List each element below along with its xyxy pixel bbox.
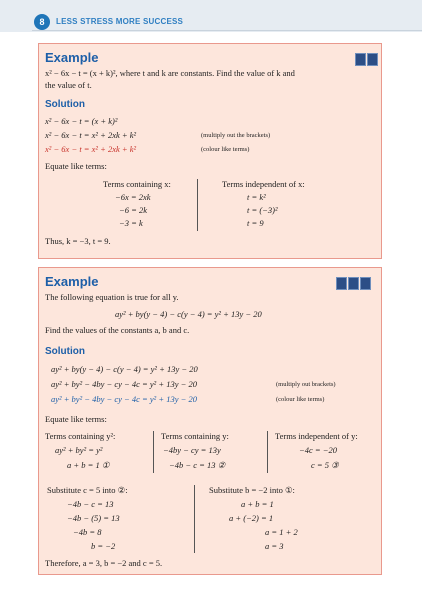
example-1-right-line-1: t = k² (247, 192, 266, 202)
example-2-solution-label: Solution (45, 346, 85, 357)
example-2-sub-right-line-4: a = 3 (265, 541, 284, 551)
page-header (0, 0, 422, 32)
example-2-col-2-line-2: −4b − c = 13 ② (169, 460, 226, 470)
example-2-col-1-line-1: ay² + by² = y² (55, 445, 103, 455)
header-title: LESS STRESS MORE SUCCESS (56, 17, 184, 26)
example-2-col-2-line-1: −4by − cy = 13y (163, 445, 221, 455)
example-2-col-3-line-2: c = 5 ③ (311, 460, 339, 470)
example-1-left-line-1: −6x = 2xk (115, 192, 151, 202)
example-2-sub-left-line-3: −4b = 8 (73, 527, 102, 537)
example-2-step-3-note: (colour like terms) (276, 396, 325, 403)
example-2-intro: The following equation is true for all y. (45, 292, 179, 302)
example-1-solution-label: Solution (45, 99, 85, 110)
calculator-icon (336, 277, 371, 290)
example-2-conclusion: Therefore, a = 3, b = −2 and c = 5. (45, 558, 163, 568)
example-2-sub-right-line-1: a + b = 1 (241, 499, 274, 509)
example-1-box (38, 43, 382, 259)
example-2-title: Example (45, 274, 99, 289)
example-1-step-3: x² − 6x − t = x² + 2xk + k² (45, 144, 137, 154)
example-2-sub-right-line-2: a + (−2) = 1 (229, 513, 274, 523)
example-1-title: Example (45, 50, 99, 65)
example-2-sub-right-heading: Substitute b = −2 into ①: (209, 485, 295, 495)
example-2-column-divider-2 (267, 431, 268, 473)
example-1-right-heading: Terms independent of x: (222, 179, 305, 189)
example-2-col-2-heading: Terms containing y: (161, 431, 229, 441)
example-1-equate: Equate like terms: (45, 161, 107, 171)
example-2-sub-right-line-3: a = 1 + 2 (265, 527, 298, 537)
example-1-conclusion: Thus, k = −3, t = 9. (45, 236, 111, 246)
example-1-left-line-2: −6 = 2k (119, 205, 147, 215)
example-2-step-1: ay² + by(y − 4) − c(y − 4) = y² + 13y − 20 (51, 364, 198, 374)
example-2-box (38, 267, 382, 575)
example-1-question-line-1: x² − 6x − t = (x + k)², where t and k are constants. Find the value of k and (45, 68, 295, 78)
example-2-col-1-line-2: a + b = 1 ① (67, 460, 110, 470)
example-2-sub-left-line-2: −4b − (5) = 13 (67, 513, 120, 523)
example-1-column-divider (197, 179, 198, 231)
example-2-col-1-heading: Terms containing y²: (45, 431, 116, 441)
example-2-col-3-heading: Terms independent of y: (275, 431, 358, 441)
header-rule (32, 30, 422, 31)
example-2-column-divider-1 (153, 431, 154, 473)
example-2-equation: ay² + by(y − 4) − c(y − 4) = y² + 13y − 20 (115, 309, 262, 319)
example-1-step-1: x² − 6x − t = (x + k)² (45, 116, 118, 126)
example-2-sub-left-line-4: b = −2 (91, 541, 116, 551)
calculator-icon (355, 53, 378, 66)
example-2-step-2-note: (multiply out brackets) (276, 381, 336, 388)
example-2-sub-left-line-1: −4b − c = 13 (67, 499, 114, 509)
example-1-right-line-3: t = 9 (247, 218, 264, 228)
example-1-question-line-2: the value of t. (45, 80, 92, 90)
example-2-equate: Equate like terms: (45, 414, 107, 424)
example-2-step-3: ay² + by² − 4by − cy − 4c = y² + 13y − 20 (51, 394, 197, 404)
example-1-step-3-note: (colour like terms) (201, 146, 250, 153)
example-2-sub-divider (194, 485, 195, 553)
page-number-badge: 8 (34, 14, 50, 30)
example-2-step-2: ay² + by² − 4by − cy − 4c = y² + 13y − 20 (51, 379, 197, 389)
example-1-step-2: x² − 6x − t = x² + 2xk + k² (45, 130, 137, 140)
example-1-right-line-2: t = (−3)² (247, 205, 278, 215)
example-1-left-line-3: −3 = k (119, 218, 143, 228)
example-1-left-heading: Terms containing x: (103, 179, 171, 189)
example-1-step-2-note: (multiply out the brackets) (201, 132, 271, 139)
example-2-col-3-line-1: −4c = −20 (299, 445, 337, 455)
example-2-find: Find the values of the constants a, b and c. (45, 325, 190, 335)
example-2-sub-left-heading: Substitute c = 5 into ②: (47, 485, 128, 495)
